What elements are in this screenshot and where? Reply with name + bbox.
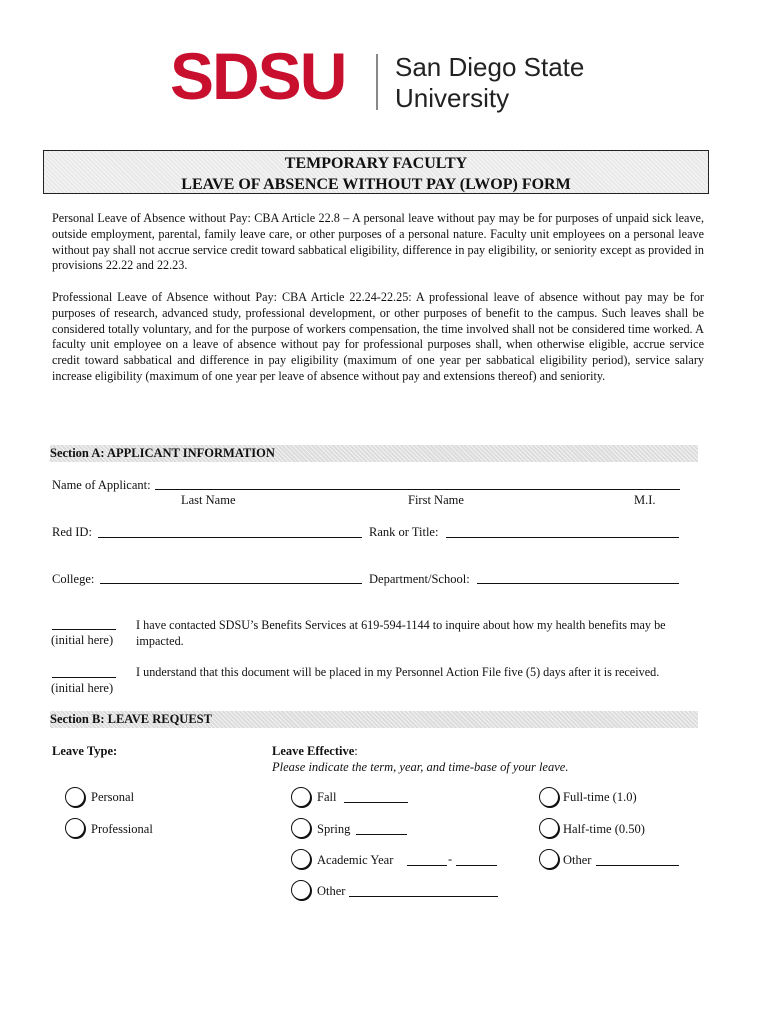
half-time-radio[interactable] bbox=[539, 818, 559, 838]
other-timebase-field[interactable] bbox=[596, 865, 679, 866]
last-name-label: Last Name bbox=[181, 493, 236, 507]
form-title-line1: TEMPORARY FACULTY bbox=[284, 155, 468, 172]
leave-effective-heading bbox=[272, 744, 358, 759]
rank-title-label: Rank or Title: bbox=[369, 525, 439, 539]
rank-title-field[interactable] bbox=[446, 537, 679, 538]
benefits-initial-label: (initial here) bbox=[51, 633, 114, 647]
benefits-initial-field[interactable] bbox=[52, 629, 116, 630]
department-label: Department/School: bbox=[369, 572, 470, 586]
benefits-acknowledgement: I have contacted SDSU’s Benefits Services at 619-594-1144 to inquire about how my health benefits may be impacted. bbox=[136, 618, 666, 648]
university-name-line2: University bbox=[395, 83, 510, 113]
full-time-label: Full-time (1.0) bbox=[563, 790, 637, 804]
personnel-file-initial-field[interactable] bbox=[52, 677, 116, 678]
academic-year-radio[interactable] bbox=[291, 849, 311, 869]
personal-leave-paragraph: Personal Leave of Absence without Pay: CBA Article 22.8 – A personal leave without pay may be for purposes of unpaid sick leave, outside employment, parental, family leave care, or other purposes of a personal nature. Faculty unit employees on a personal leave without pay shall not accrue service credit toward sabbatical eligibility, difference in pay eligibility, or seniority except as provided in provisions 22.22 and 22.23. bbox=[52, 211, 704, 273]
personal-radio[interactable] bbox=[65, 787, 85, 807]
fall-year-field[interactable] bbox=[344, 802, 408, 803]
college-label: College: bbox=[52, 572, 95, 586]
half-time-label: Half-time (0.50) bbox=[563, 822, 645, 836]
logo-divider bbox=[376, 54, 378, 110]
personnel-file-initial-label: (initial here) bbox=[51, 681, 114, 695]
name-of-applicant-field[interactable] bbox=[155, 489, 680, 490]
professional-leave-paragraph: Professional Leave of Absence without Pay: CBA Article 22.24-22.25: A professional leave of absence without pay may be for purposes of research, advanced study, professional development, or other purposes of benefit to the campus. Such leaves shall be considered totally voluntary, and for the purpose of workers compensation, the time involved shall not be considered time worked. A faculty unit employee on a leave of absence without pay for professional purposes shall, when otherwise eligible, accrue service credit toward sabbatical and difference in pay eligibility (maximum of one year per sabbatical eligibility period), service salary increase eligibility (maximum of one year per leave of absence without pay and extensions thereof) and seniority. bbox=[52, 290, 704, 383]
other-term-field[interactable] bbox=[349, 896, 498, 897]
academic-year-separator: - bbox=[448, 852, 453, 866]
leave-effective-colon: : bbox=[354, 744, 358, 758]
college-field[interactable] bbox=[100, 583, 362, 584]
section-b-header: Section B: LEAVE REQUEST bbox=[50, 711, 698, 728]
red-id-field[interactable] bbox=[98, 537, 362, 538]
spring-label: Spring bbox=[317, 822, 351, 836]
first-name-label: First Name bbox=[408, 493, 464, 507]
university-name-line1: San Diego State bbox=[395, 52, 585, 82]
spring-radio[interactable] bbox=[291, 818, 311, 838]
name-of-applicant-label: Name of Applicant: bbox=[52, 478, 151, 492]
other-term-radio[interactable] bbox=[291, 880, 311, 900]
professional-label: Professional bbox=[91, 822, 153, 836]
full-time-radio[interactable] bbox=[539, 787, 559, 807]
leave-effective-label: Leave Effective bbox=[272, 744, 355, 758]
spring-year-field[interactable] bbox=[356, 834, 407, 835]
other-timebase-label: Other bbox=[563, 853, 592, 867]
professional-radio[interactable] bbox=[65, 818, 85, 838]
middle-initial-label: M.I. bbox=[634, 493, 656, 507]
section-a-header: Section A: APPLICANT INFORMATION bbox=[50, 445, 698, 462]
university-name bbox=[395, 52, 584, 114]
fall-radio[interactable] bbox=[291, 787, 311, 807]
academic-year-label: Academic Year bbox=[317, 853, 394, 867]
red-id-label: Red ID: bbox=[52, 525, 92, 539]
leave-effective-note: Please indicate the term, year, and time-base of your leave. bbox=[272, 760, 569, 774]
leave-type-label: Leave Type: bbox=[52, 744, 118, 758]
fall-label: Fall bbox=[317, 790, 337, 804]
sdsu-logo-mark: SDSU bbox=[170, 39, 346, 113]
academic-year-start-field[interactable] bbox=[407, 865, 447, 866]
academic-year-end-field[interactable] bbox=[456, 865, 497, 866]
other-timebase-radio[interactable] bbox=[539, 849, 559, 869]
department-field[interactable] bbox=[477, 583, 679, 584]
personal-label: Personal bbox=[91, 790, 135, 804]
personnel-file-acknowledgement: I understand that this document will be placed in my Personnel Action File five (5) days after it is received. bbox=[136, 665, 660, 679]
other-term-label: Other bbox=[317, 884, 346, 898]
form-title bbox=[43, 150, 709, 194]
form-title-line2: LEAVE OF ABSENCE WITHOUT PAY (LWOP) FORM bbox=[181, 176, 571, 193]
